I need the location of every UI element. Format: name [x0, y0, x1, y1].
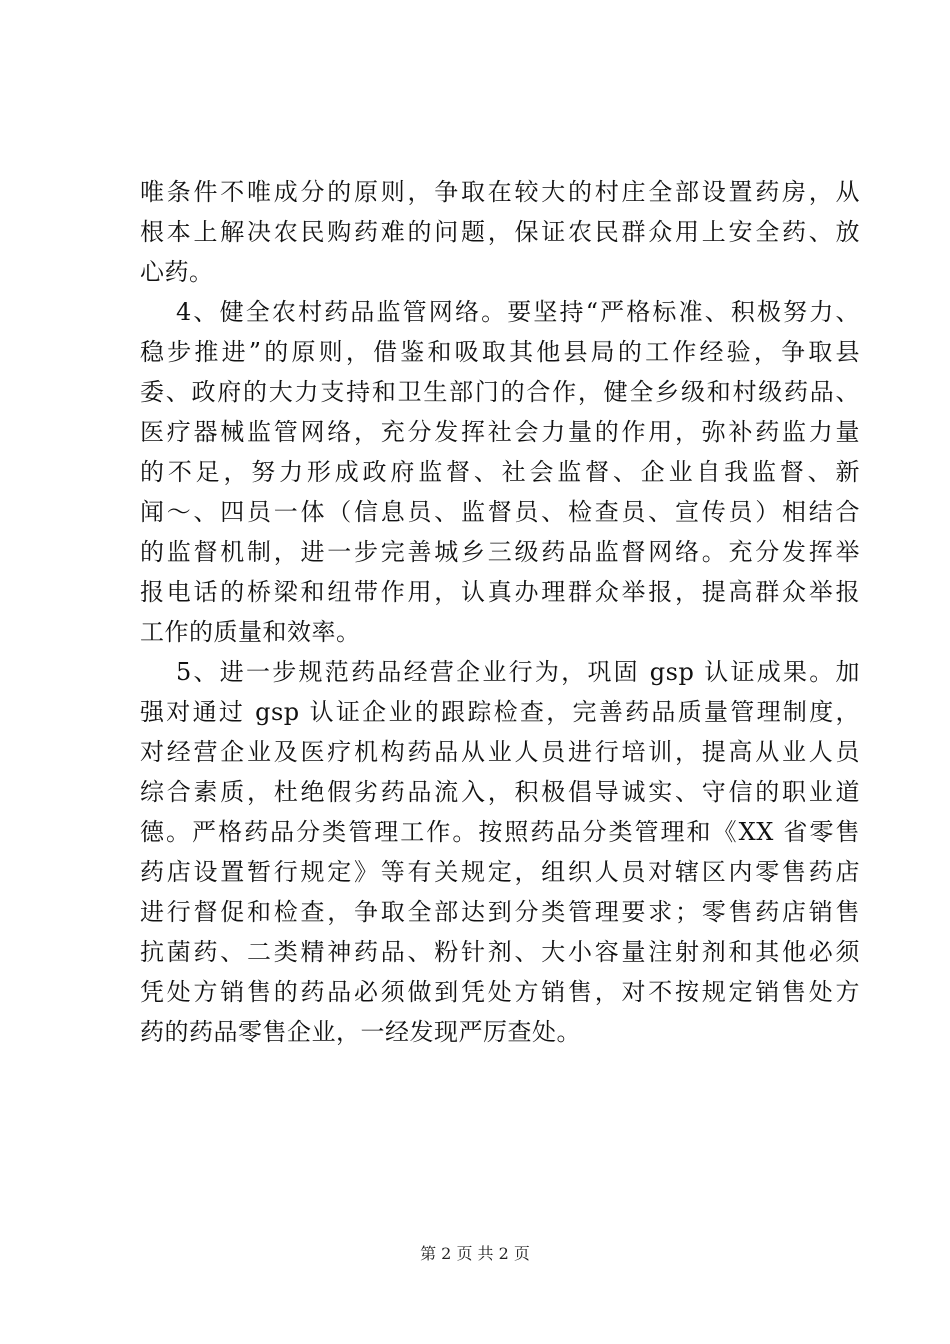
paragraph-item-5 — [140, 652, 860, 1052]
text-line: 德。严格药品分类管理工作。按照药品分类管理和《XX 省零售 — [140, 818, 860, 846]
text-line: 4、健全农村药品监管网络。要坚持“严格标准、积极努力、 — [176, 298, 860, 326]
text-line: 委、政府的大力支持和卫生部门的合作，健全乡级和村级药品、 — [140, 378, 860, 406]
text-line: 药的药品零售企业，一经发现严厉查处。 — [140, 1018, 581, 1046]
text-line: 稳步推进”的原则，借鉴和吸取其他县局的工作经验，争取县 — [140, 338, 860, 366]
text-line: 综合素质，杜绝假劣药品流入，积极倡导诚实、守信的职业道 — [140, 778, 860, 806]
text-line: 抗菌药、二类精神药品、粉针剂、大小容量注射剂和其他必须 — [140, 938, 860, 966]
text-line: 根本上解决农民购药难的问题，保证农民群众用上安全药、放 — [140, 218, 860, 246]
text-line: 心药。 — [140, 258, 214, 286]
text-line: 药店设置暂行规定》等有关规定，组织人员对辖区内零售药店 — [140, 858, 860, 886]
text-line: 闻～、四员一体（信息员、监督员、检查员、宣传员）相结合 — [140, 498, 860, 526]
text-line: 唯条件不唯成分的原则，争取在较大的村庄全部设置药房，从 — [140, 178, 860, 206]
text-line: 5、进一步规范药品经营企业行为，巩固 gsp 认证成果。加 — [176, 658, 860, 686]
text-line: 工作的质量和效率。 — [140, 618, 361, 646]
text-line: 医疗器械监管网络，充分发挥社会力量的作用，弥补药监力量 — [140, 418, 860, 446]
page-number-footer: 第 2 页 共 2 页 — [420, 1244, 530, 1263]
paragraph-item-4 — [140, 292, 860, 652]
paragraph-continuation — [140, 172, 860, 292]
text-line: 的不足，努力形成政府监督、社会监督、企业自我监督、新 — [140, 458, 860, 486]
document-body — [140, 172, 860, 1052]
text-line: 报电话的桥梁和纽带作用，认真办理群众举报，提高群众举报 — [140, 578, 860, 606]
text-line: 凭处方销售的药品必须做到凭处方销售，对不按规定销售处方 — [140, 978, 860, 1006]
text-line: 的监督机制，进一步完善城乡三级药品监督网络。充分发挥举 — [140, 538, 860, 566]
text-line: 进行督促和检查，争取全部达到分类管理要求；零售药店销售 — [140, 898, 860, 926]
text-line: 强对通过 gsp 认证企业的跟踪检查，完善药品质量管理制度， — [140, 698, 860, 726]
text-line: 对经营企业及医疗机构药品从业人员进行培训，提高从业人员 — [140, 738, 860, 766]
